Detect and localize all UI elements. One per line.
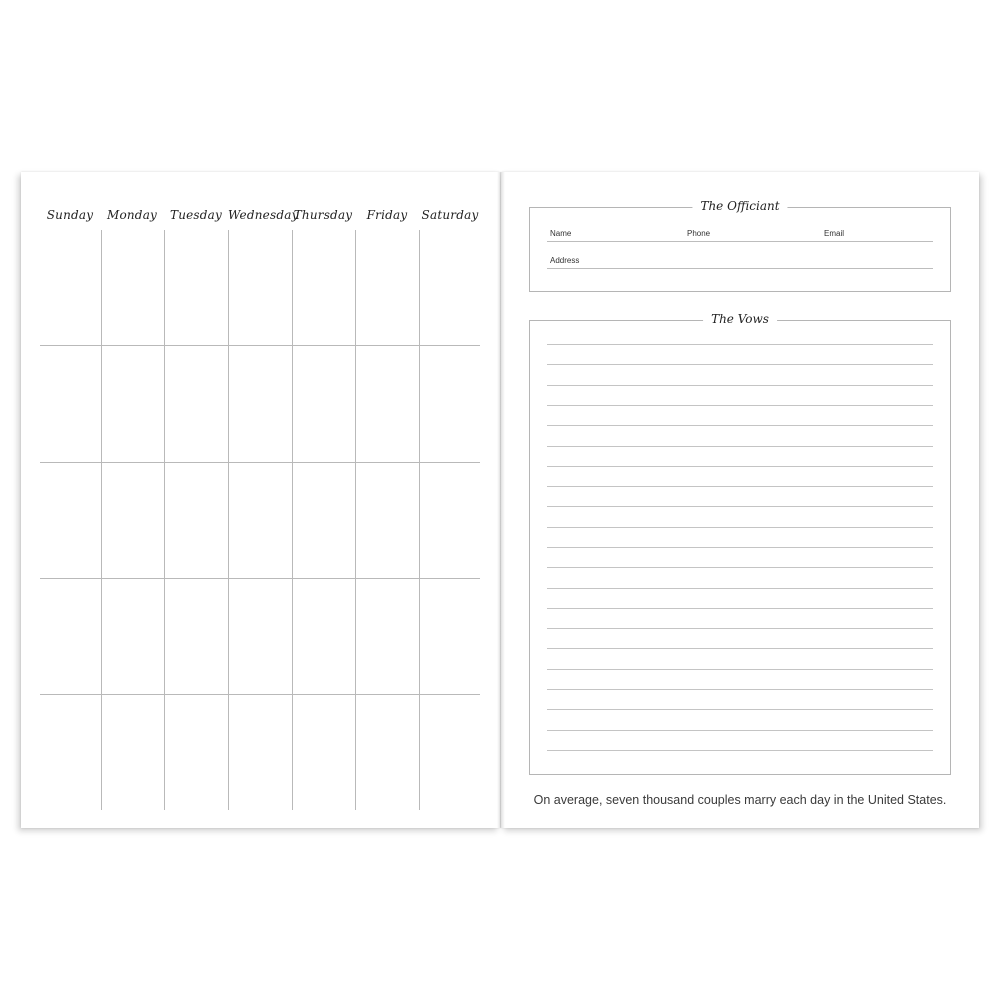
calendar-column-divider [355,230,356,810]
officiant-address-line [547,268,933,269]
officiant-email-label: Email [824,229,845,238]
officiant-title: The Officiant [692,199,787,213]
calendar-column-divider [292,230,293,810]
vow-line [547,730,933,731]
day-header-monday: Monday [106,208,158,222]
calendar-column-divider [101,230,102,810]
officiant-name-label: Name [550,229,572,238]
calendar-column-divider [419,230,420,810]
calendar-column-divider [228,230,229,810]
vow-line [547,648,933,649]
vow-line [547,527,933,528]
vow-line [547,628,933,629]
vow-line [547,547,933,548]
calendar-row-divider [40,345,480,346]
vow-line [547,608,933,609]
day-header-tuesday: Tuesday [169,208,222,222]
vow-line [547,506,933,507]
calendar-column-divider [164,230,165,810]
officiant-phone-label: Phone [687,229,711,238]
day-header-sunday: Sunday [46,208,94,222]
left-page [21,172,500,828]
wedding-fact: On average, seven thousand couples marry each day in the United States. [533,793,947,807]
vows-title: The Vows [703,312,777,326]
vow-line [547,344,933,345]
vow-line [547,689,933,690]
officiant-contact-line [547,241,933,242]
day-header-thursday: Thursday [293,208,353,222]
calendar-row-divider [40,694,480,695]
officiant-box [529,207,951,292]
vow-line [547,567,933,568]
vow-line [547,364,933,365]
vow-line [547,669,933,670]
vow-line [547,446,933,447]
day-header-friday: Friday [366,208,408,222]
day-header-saturday: Saturday [421,208,479,222]
vow-line [547,385,933,386]
officiant-address-label: Address [550,256,580,265]
day-header-wednesday: Wednesday [228,208,299,222]
vow-line [547,750,933,751]
vow-line [547,425,933,426]
book-spine [497,172,505,828]
vow-line [547,405,933,406]
vow-line [547,709,933,710]
vow-line [547,466,933,467]
calendar-row-divider [40,578,480,579]
vow-line [547,588,933,589]
calendar-row-divider [40,462,480,463]
vow-line [547,486,933,487]
